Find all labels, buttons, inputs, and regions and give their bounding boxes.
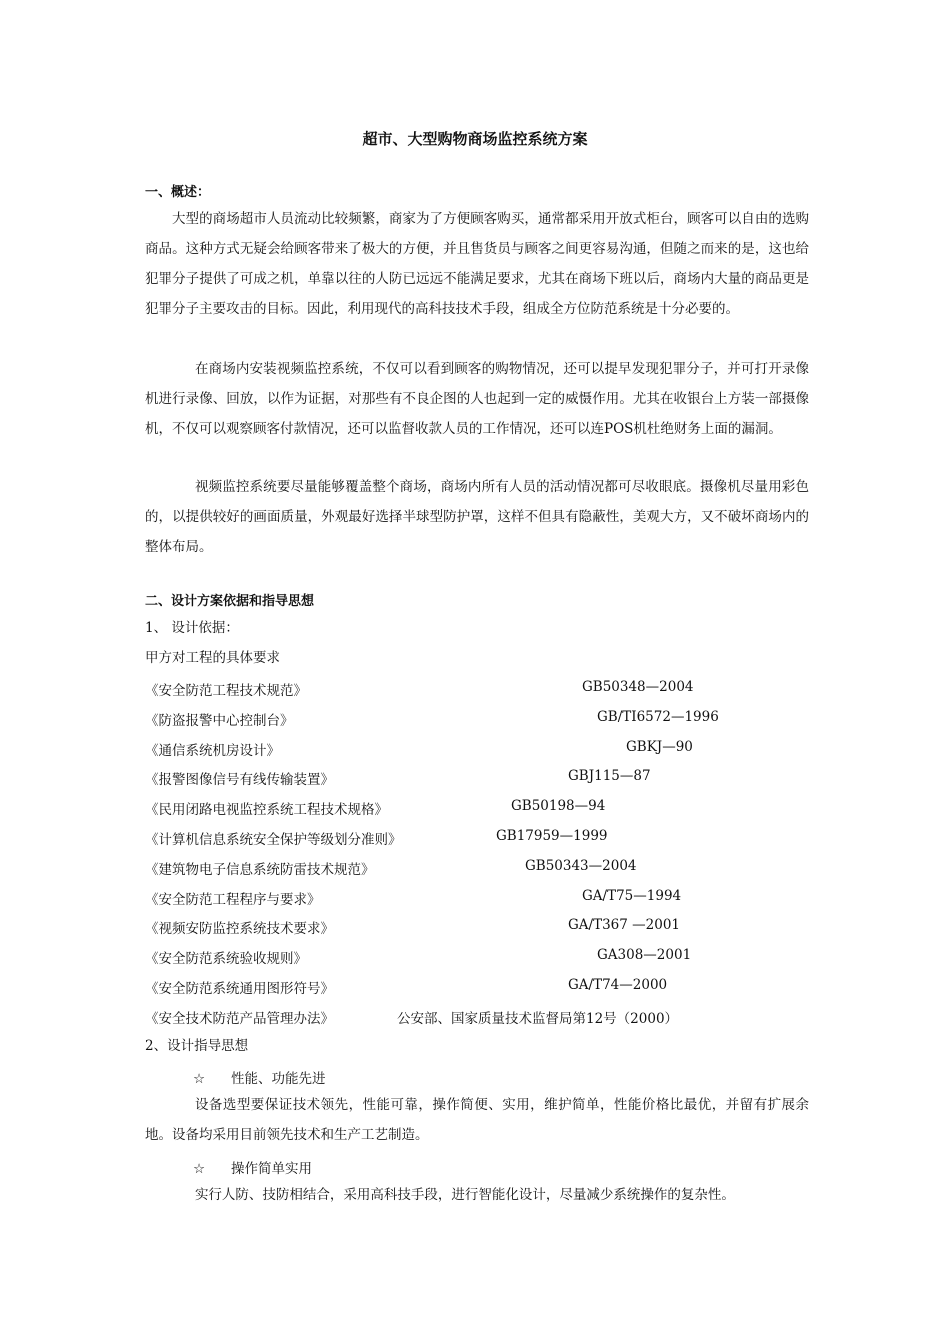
- standard-code: GBKJ—90: [626, 739, 693, 755]
- star-icon: ☆: [193, 1161, 206, 1177]
- guide-paragraph: 设备选型要保证技术领先，性能可靠，操作简便、实用，维护简单，性能价格比最优，并留有扩展余地。设备均采用目前领先技术和生产工艺制造。: [145, 1097, 809, 1143]
- standard-row: [145, 947, 805, 965]
- standard-name: 《报警图像信号有线传输装置》: [145, 772, 334, 788]
- standard-name: 《民用闭路电视监控系统工程技术规格》: [145, 802, 388, 818]
- standard-code: GA308—2001: [597, 947, 692, 963]
- standard-code: 公安部、国家质量技术监督局第12号（2000）: [397, 1011, 679, 1027]
- standard-row: [145, 739, 805, 757]
- standard-name: 《安全防范工程技术规范》: [145, 683, 307, 699]
- standard-row: [145, 888, 805, 906]
- guide-title: [193, 1157, 312, 1177]
- overview-paragraph-2: 在商场内安装视频监控系统，不仅可以看到顾客的购物情况，还可以提早发现犯罪分子，并可打开录像机进行录像、回放，以作为证据，对那些有不良企图的人也起到一定的威慑作用。尤其在收银台上方装一部摄像机，不仅可以观察顾客付款情况，还可以监督收款人员的工作情况，还可以连POS机杜绝财务上面的漏洞。: [145, 361, 809, 437]
- standard-row: [145, 1007, 805, 1025]
- standard-name: 《安全防范系统验收规则》: [145, 951, 307, 967]
- standard-row: [145, 798, 805, 816]
- standard-row: [145, 977, 805, 995]
- requirement-line: 甲方对工程的具体要求: [145, 650, 280, 666]
- standard-code: GB50348—2004: [582, 679, 694, 695]
- section1-heading: 一、概述：: [145, 185, 211, 200]
- overview-paragraph-1: 大型的商场超市人员流动比较频繁，商家为了方便顾客购买，通常都采用开放式柜台，顾客可以自由的选购商品。这种方式无疑会给顾客带来了极大的方便，并且售货员与顾客之间更容易沟通，但随之而来的是，这也给犯罪分子提供了可成之机，单靠以往的人防已远远不能满足要求，尤其在商场下班以后，商场内大量的商品更是犯罪分子主要攻击的目标。因此，利用现代的高科技技术手段，组成全方位防范系统是十分必要的。: [145, 211, 809, 317]
- standard-row: [145, 917, 805, 935]
- standard-name: 《视频安防监控系统技术要求》: [145, 921, 334, 937]
- standard-code: GB/TI6572—1996: [597, 709, 719, 725]
- standard-row: [145, 768, 805, 786]
- standard-row: [145, 858, 805, 876]
- standard-code: GB50198—94: [511, 798, 606, 814]
- overview-paragraph-3: 视频监控系统要尽量能够覆盖整个商场，商场内所有人员的活动情况都可尽收眼底。摄像机尽量用彩色的，以提供较好的画面质量，外观最好选择半球型防护罩，这样不但具有隐蔽性，美观大方，又不破坏商场内的整体布局。: [145, 479, 809, 555]
- standard-code: GB17959—1999: [496, 828, 608, 844]
- standard-name: 《安全防范工程程序与要求》: [145, 892, 321, 908]
- document-title: 超市、大型购物商场监控系统方案: [362, 130, 588, 148]
- standard-row: [145, 709, 805, 727]
- standard-code: GBJ115—87: [568, 768, 651, 784]
- guide-title-text: 性能、功能先进: [231, 1071, 326, 1087]
- standard-name: 《通信系统机房设计》: [145, 743, 280, 759]
- guide-title-text: 操作简单实用: [231, 1161, 312, 1177]
- standard-name: 《安全技术防范产品管理办法》: [145, 1011, 334, 1027]
- section2-heading: 二、设计方案依据和指导思想: [145, 594, 315, 609]
- design-guide-label: 2、设计指导思想: [145, 1038, 249, 1054]
- standard-code: GA/T367 —2001: [568, 917, 681, 933]
- guide-title: [193, 1067, 326, 1087]
- standard-code: GA/T74—2000: [568, 977, 668, 993]
- standard-code: GB50343—2004: [525, 858, 637, 874]
- guide-paragraph: 实行人防、技防相结合，采用高科技手段，进行智能化设计，尽量减少系统操作的复杂性。: [194, 1187, 735, 1203]
- standard-row: [145, 679, 805, 697]
- standard-name: 《防盗报警中心控制台》: [145, 713, 294, 729]
- standard-name: 《计算机信息系统安全保护等级划分准则》: [145, 832, 402, 848]
- star-icon: ☆: [193, 1071, 206, 1087]
- standard-row: [145, 828, 805, 846]
- standard-code: GA/T75—1994: [582, 888, 682, 904]
- standard-name: 《建筑物电子信息系统防雷技术规范》: [145, 862, 375, 878]
- design-basis-label: 1、 设计依据：: [145, 620, 239, 636]
- standard-name: 《安全防范系统通用图形符号》: [145, 981, 334, 997]
